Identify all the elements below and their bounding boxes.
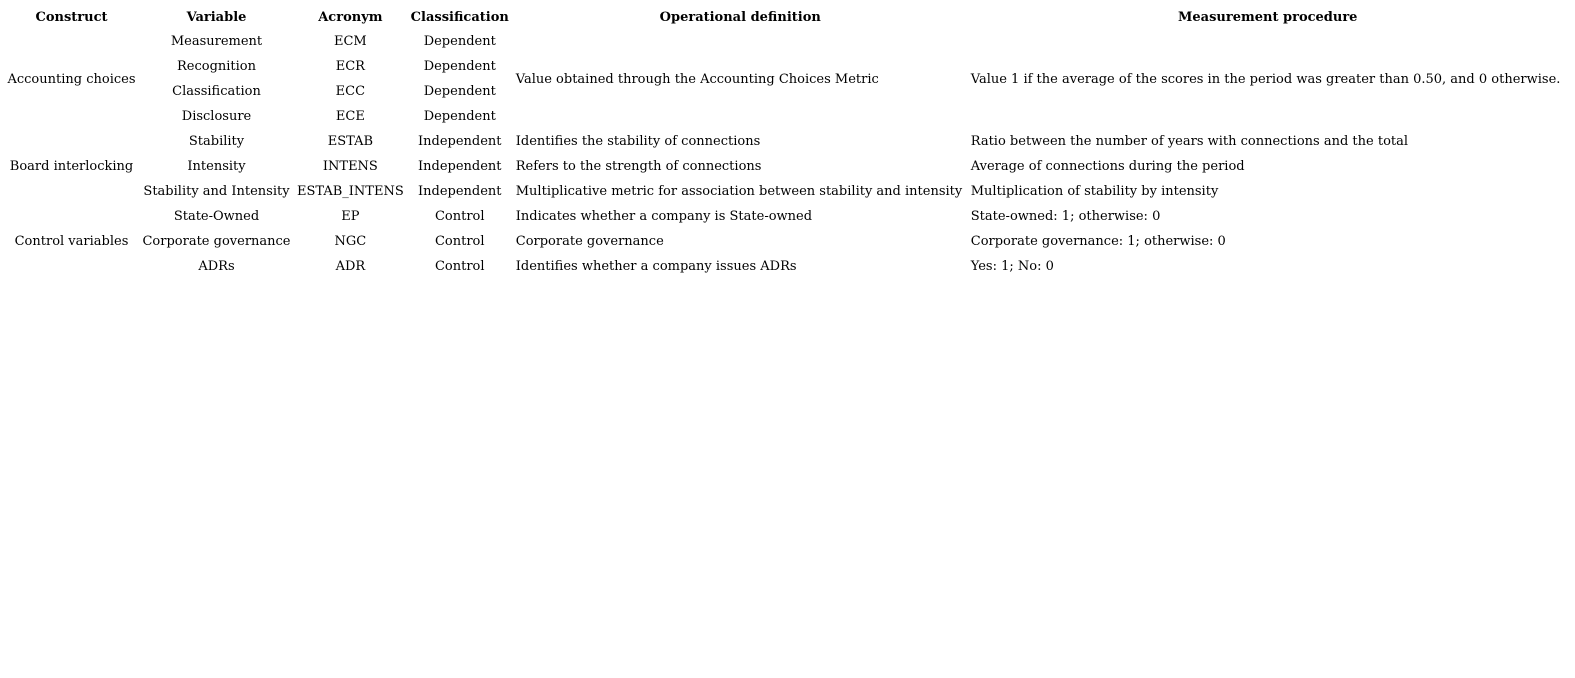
classification-cell: Control: [434, 259, 485, 274]
classification-cell: Control: [434, 209, 485, 224]
header-acronym: Acronym: [318, 9, 383, 25]
variable-cell: Corporate governance: [142, 234, 291, 249]
classification-cell: Dependent: [423, 34, 496, 49]
classification-cell: Dependent: [423, 84, 496, 99]
classification-cell: Independent: [417, 159, 502, 174]
table-row: [4, 29, 1568, 54]
measurement-procedure-cell: Ratio between the number of years with connections and the total: [970, 134, 1409, 149]
variable-cell: State-Owned: [173, 209, 260, 224]
classification-cell: Control: [434, 234, 485, 249]
variable-cell: Stability: [188, 134, 245, 149]
measurement-procedure-cell: Corporate governance: 1; otherwise: 0: [970, 234, 1226, 249]
classification-cell: Dependent: [423, 59, 496, 74]
header-construct: Construct: [35, 9, 108, 25]
table-body: [4, 29, 1568, 279]
acronym-cell: ECM: [334, 34, 367, 49]
measurement-procedure-cell: Yes: 1; No: 0: [970, 259, 1054, 274]
header-classification: Classification: [410, 9, 509, 25]
acronym-cell: NGC: [334, 234, 367, 249]
measurement-procedure-cell: State-owned: 1; otherwise: 0: [970, 209, 1161, 224]
variable-cell: Intensity: [187, 159, 246, 174]
measurement-procedure-cell: Multiplication of stability by intensity: [970, 184, 1219, 199]
operational-definition-cell: Value obtained through the Accounting Choices Metric: [515, 71, 879, 87]
header-measurement-procedure: Measurement procedure: [1178, 9, 1358, 25]
table-row: [4, 204, 1568, 229]
construct-cell: Control variables: [14, 234, 129, 249]
acronym-cell: ECR: [335, 59, 365, 74]
table-row: [4, 254, 1568, 279]
operational-definition-cell: Identifies whether a company issues ADRs: [515, 259, 797, 274]
variable-cell: Disclosure: [181, 109, 252, 124]
acronym-cell: ECC: [335, 84, 366, 99]
variable-cell: Classification: [172, 84, 261, 99]
table-row: [4, 154, 1568, 179]
operational-definition-cell: Identifies the stability of connections: [515, 134, 761, 149]
variables-table: [4, 5, 1568, 279]
variable-cell: ADRs: [198, 259, 235, 274]
operational-definition-cell: Indicates whether a company is State-owned: [515, 209, 813, 224]
acronym-cell: ADR: [335, 259, 366, 274]
acronym-cell: ECE: [335, 109, 365, 124]
table-row: [4, 179, 1568, 204]
classification-cell: Independent: [417, 134, 502, 149]
variable-cell: Stability and Intensity: [143, 184, 290, 199]
operational-definition-cell: Multiplicative metric for association between stability and intensity: [515, 184, 963, 199]
header-variable: Variable: [186, 9, 247, 25]
acronym-cell: INTENS: [322, 159, 378, 174]
classification-cell: Independent: [417, 184, 502, 199]
header-row: [4, 5, 1568, 29]
variable-cell: Measurement: [170, 34, 263, 49]
header-operational-definition: Operational definition: [659, 9, 821, 25]
acronym-cell: ESTAB_INTENS: [297, 184, 404, 199]
measurement-procedure-cell: Value 1 if the average of the scores in the period was greater than 0.50, and 0 otherwise.: [970, 71, 1561, 87]
table-row: [4, 129, 1568, 154]
classification-cell: Dependent: [423, 109, 496, 124]
construct-cell: Board interlocking: [9, 159, 134, 174]
construct-cell: Accounting choices: [7, 71, 136, 87]
operational-definition-cell: Corporate governance: [515, 234, 664, 249]
acronym-cell: EP: [341, 209, 360, 224]
table-header: [4, 5, 1568, 29]
variable-cell: Recognition: [176, 59, 257, 74]
acronym-cell: ESTAB: [327, 134, 374, 149]
measurement-procedure-cell: Average of connections during the period: [970, 159, 1245, 174]
operational-definition-cell: Refers to the strength of connections: [515, 159, 762, 174]
table-row: [4, 229, 1568, 254]
